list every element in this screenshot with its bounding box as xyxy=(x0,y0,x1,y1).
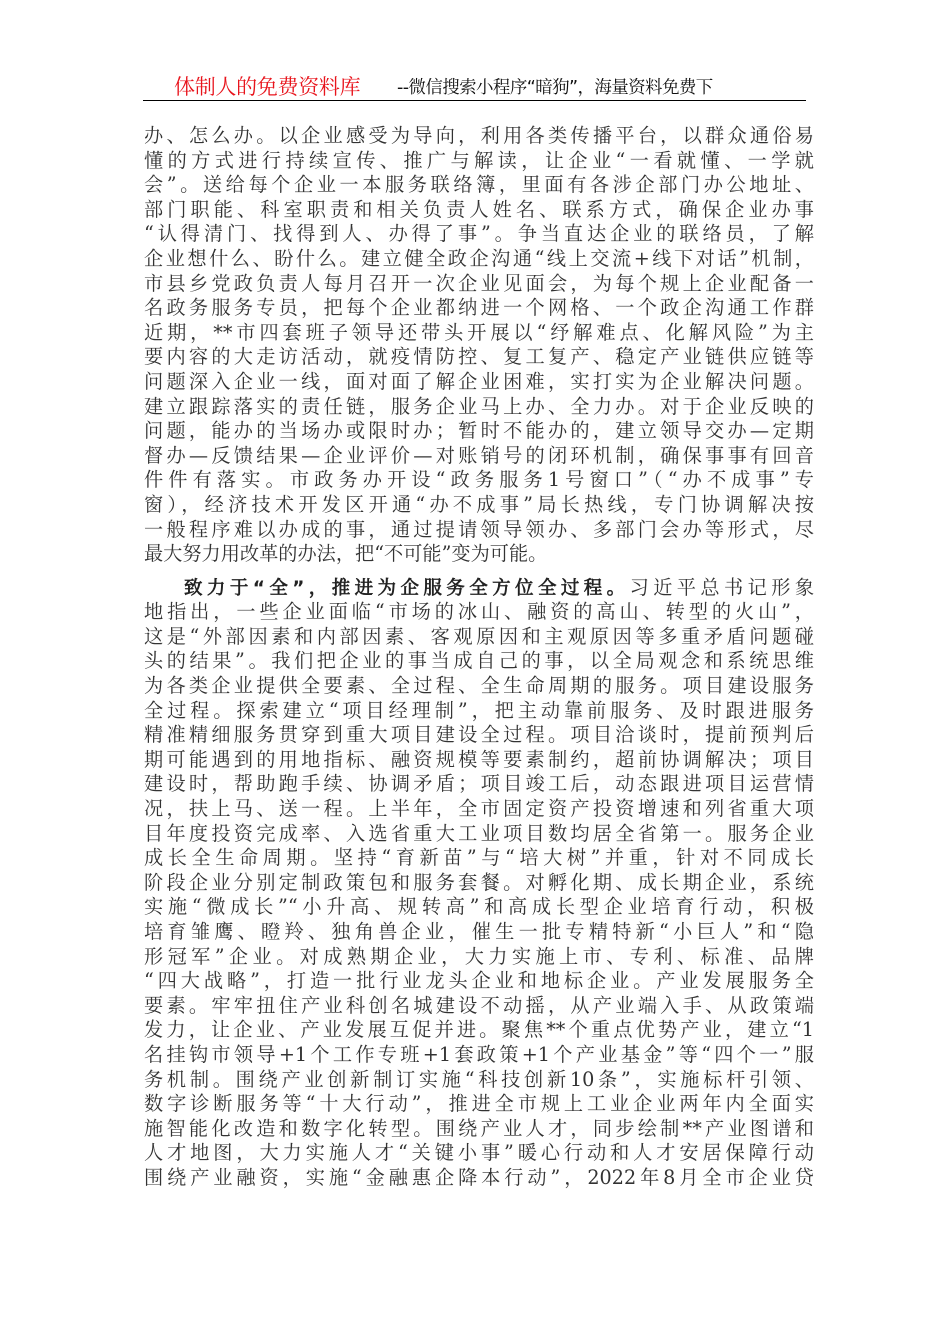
text-line: 施智能化改造和数字化转型。围绕产业人才，同步绘制**产业图谱和 xyxy=(144,1116,814,1140)
header-brand: 体制人的免费资料库 xyxy=(174,75,361,99)
text-line: 会”。送给每个企业一本服务联络簿，里面有各涉企部门办公地址、 xyxy=(144,173,814,197)
text-line: 件件有落实。市政务办开设“政务服务1号窗口”（“办不成事”专 xyxy=(144,468,814,492)
page-header xyxy=(143,68,806,101)
text-line: 务机制。围绕产业创新制订实施“科技创新10条”，实施标杆引领、 xyxy=(144,1067,814,1091)
paragraph-2 xyxy=(144,576,814,1191)
text-line: 实施“微成长”“小升高、规转高”和高成长型企业培育行动，积极 xyxy=(144,895,814,919)
text-line: 培育雏鹰、瞪羚、独角兽企业，催生一批专精特新“小巨人”和“隐 xyxy=(144,920,814,943)
text-line: 懂的方式进行持续宣传、推广与解读，让企业“一看就懂、一学就 xyxy=(144,148,814,172)
text-line: 部门职能、科室职责和相关负责人姓名、联系方式，确保企业办事 xyxy=(144,197,814,221)
text-line: 问题，能办的当场办或限时办；暂时不能办的，建立领导交办—定期 xyxy=(144,419,814,443)
text-line: 这是“外部因素和内部因素、客观原因和主观原因等多重矛盾问题碰 xyxy=(144,624,814,648)
text-line: 名挂钩市领导+1个工作专班+1套政策+1个产业基金”等“四个一”服 xyxy=(144,1042,814,1066)
first-line-rest: 习近平总书记形象 xyxy=(629,575,815,599)
text-line: 企业想什么、盼什么。建立健全政企沟通“线上交流+线下对话”机制， xyxy=(144,246,814,270)
text-line: 阶段企业分别定制政策包和服务套餐。对孵化期、成长期企业，系统 xyxy=(144,870,814,894)
text-line: 窗），经济技术开发区开通“办不成事”局长热线，专门协调解决按 xyxy=(144,492,814,516)
text-line: 问题深入企业一线，面对面了解企业困难，实打实为企业解决问题。 xyxy=(144,369,814,393)
text-line: 近期，**市四套班子领导还带头开展以“纾解难点、化解风险”为主 xyxy=(144,320,814,344)
text-line: 最大努力用改革的办法，把“不可能”变为可能。 xyxy=(144,542,548,566)
text-line: 全过程。探索建立“项目经理制”，把主动靠前服务、及时跟进服务 xyxy=(144,698,814,722)
text-line: 人才地图，大力实施人才“关键小事”暖心行动和人才安居保障行动 xyxy=(144,1141,814,1165)
text-line-first xyxy=(144,576,814,601)
header-tagline: --微信搜索小程序“暗狗”，海量资料免费下 xyxy=(397,78,713,98)
text-line: 况，扶上马、送一程。上半年，全市固定资产投资增速和列省重大项 xyxy=(144,797,814,821)
text-line: 为各类企业提供全要素、全过程、全生命周期的服务。项目建设服务 xyxy=(144,674,814,698)
text-line: 地指出，一些企业面临“市场的冰山、融资的高山、转型的火山”， xyxy=(144,600,814,624)
text-line: “四大战略”，打造一批行业龙头企业和地标企业。产业发展服务全 xyxy=(144,969,814,993)
paragraph-gap xyxy=(144,567,814,576)
text-line: 围绕产业融资，实施“金融惠企降本行动”，2022年8月全市企业贷 xyxy=(144,1165,814,1189)
paragraph-lead-heading: 致力于“全”，推进为企服务全方位全过程。 xyxy=(184,577,630,599)
text-line: 建立跟踪落实的责任链，服务企业马上办、全力办。对于企业反映的 xyxy=(144,394,814,418)
text-line: 发力，让企业、产业发展互促并进。聚焦**个重点优势产业，建立“1 xyxy=(144,1018,814,1042)
paragraph-1 xyxy=(144,124,814,567)
text-line: “认得清门、找得到人、办得了事”。争当直达企业的联络员，了解 xyxy=(144,222,814,246)
text-line: 一般程序难以办成的事，通过提请领导领办、多部门会办等形式，尽 xyxy=(144,517,814,541)
text-line: 建设时，帮助跑手续、协调矛盾；项目竣工后，动态跟进项目运营情 xyxy=(144,772,814,796)
document-body xyxy=(144,124,814,1191)
text-line: 督办—反馈结果—企业评价—对账销号的闭环机制，确保事事有回音 xyxy=(144,443,814,467)
text-line: 名政务服务专员，把每个企业都纳进一个网格、一个政企沟通工作群 xyxy=(144,296,814,320)
text-line: 形冠军”企业。对成熟期企业，大力实施上市、专利、标准、品牌 xyxy=(144,944,814,968)
text-line: 要内容的大走访活动，就疫情防控、复工复产、稳定产业链供应链等 xyxy=(144,345,814,369)
text-line: 办、怎么办。以企业感受为导向，利用各类传播平台，以群众通俗易 xyxy=(144,124,814,147)
text-line: 目年度投资完成率、入选省重大工业项目数均居全省第一。服务企业 xyxy=(144,821,814,845)
text-line: 期可能遇到的用地指标、融资规模等要素制约，超前协调解决；项目 xyxy=(144,747,814,771)
text-line: 头的结果”。我们把企业的事当成自己的事，以全局观念和系统思维 xyxy=(144,649,814,673)
text-line: 精准精细服务贯穿到重大项目建设全过程。项目洽谈时，提前预判后 xyxy=(144,723,814,747)
text-line: 市县乡党政负责人每月召开一次企业见面会，为每个规上企业配备一 xyxy=(144,271,814,295)
text-line: 要素。牢牢扭住产业科创名城建设不动摇，从产业端入手、从政策端 xyxy=(144,993,814,1017)
text-line: 数字诊断服务等“十大行动”，推进全市规上工业企业两年内全面实 xyxy=(144,1092,814,1116)
text-line: 成长全生命周期。坚持“育新苗”与“培大树”并重，针对不同成长 xyxy=(144,846,814,870)
